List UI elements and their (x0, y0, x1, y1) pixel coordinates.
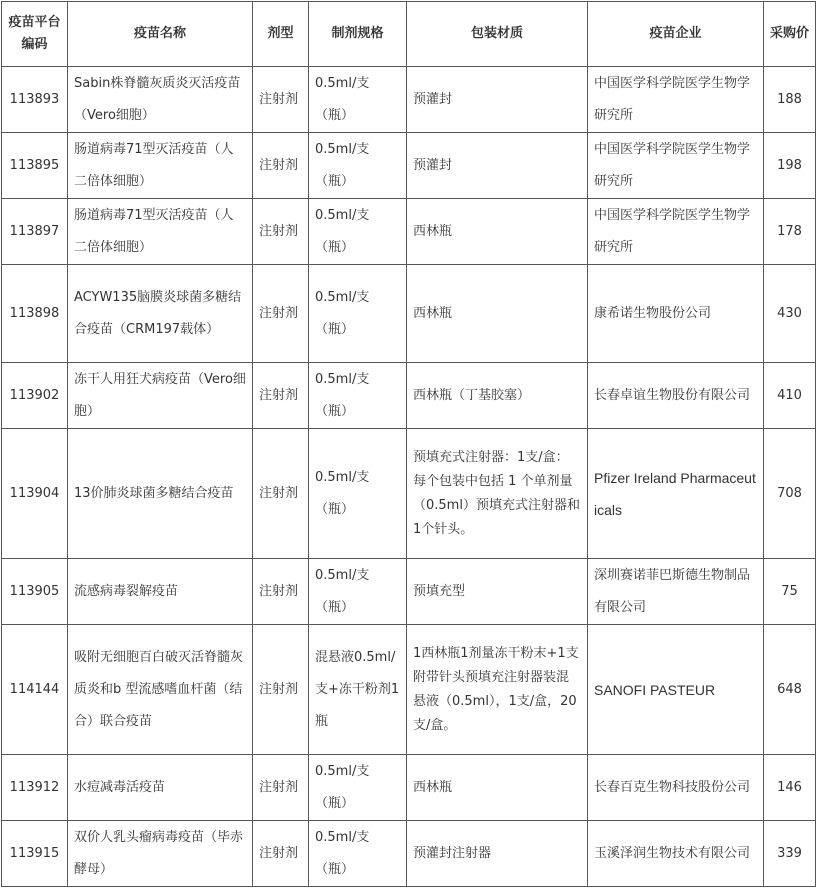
cell-form: 注射剂 (253, 199, 309, 265)
cell-spec: 0.5ml/支（瓶） (309, 821, 407, 887)
cell-pack: 西林瓶（丁基胶塞） (407, 363, 588, 429)
header-price: 采购价 (764, 2, 816, 67)
cell-spec: 0.5ml/支（瓶） (309, 199, 407, 265)
cell-form: 注射剂 (253, 755, 309, 821)
cell-price: 410 (764, 363, 816, 429)
cell-name: ACYW135脑膜炎球菌多糖结合疫苗（CRM197载体） (68, 265, 253, 363)
cell-form: 注射剂 (253, 363, 309, 429)
cell-name: 双价人乳头瘤病毒疫苗（毕赤酵母） (68, 821, 253, 887)
table-row (2, 625, 816, 755)
cell-pack: 西林瓶 (407, 755, 588, 821)
cell-name: 流感病毒裂解疫苗 (68, 559, 253, 625)
cell-company: 长春卓谊生物股份有限公司 (588, 363, 764, 429)
header-pack: 包装材质 (407, 2, 588, 67)
cell-price: 648 (764, 625, 816, 755)
cell-company: 中国医学科学院医学生物学研究所 (588, 199, 764, 265)
cell-price: 708 (764, 429, 816, 559)
cell-name: 肠道病毒71型灭活疫苗（人二倍体细胞） (68, 199, 253, 265)
cell-company: 中国医学科学院医学生物学研究所 (588, 133, 764, 199)
cell-spec: 0.5ml/支（瓶） (309, 559, 407, 625)
cell-company: 玉溪泽润生物技术有限公司 (588, 821, 764, 887)
cell-form: 注射剂 (253, 429, 309, 559)
cell-code: 113915 (2, 821, 68, 887)
cell-price: 339 (764, 821, 816, 887)
cell-company: 深圳赛诺菲巴斯德生物制品有限公司 (588, 559, 764, 625)
cell-pack: 预填充型 (407, 559, 588, 625)
cell-price: 430 (764, 265, 816, 363)
cell-price: 178 (764, 199, 816, 265)
cell-pack: 西林瓶 (407, 199, 588, 265)
table-row (2, 67, 816, 133)
cell-company: 康希诺生物股份公司 (588, 265, 764, 363)
cell-pack: 西林瓶 (407, 265, 588, 363)
cell-code: 114144 (2, 625, 68, 755)
cell-form: 注射剂 (253, 67, 309, 133)
cell-pack: 预灌封注射器 (407, 821, 588, 887)
cell-code: 113912 (2, 755, 68, 821)
cell-company: 长春百克生物科技股份公司 (588, 755, 764, 821)
header-row (2, 2, 816, 67)
cell-pack: 预灌封 (407, 67, 588, 133)
cell-code: 113902 (2, 363, 68, 429)
cell-price: 188 (764, 67, 816, 133)
cell-code: 113898 (2, 265, 68, 363)
cell-name: Sabin株脊髓灰质炎灭活疫苗（Vero细胞） (68, 67, 253, 133)
cell-spec: 0.5ml/支（瓶） (309, 67, 407, 133)
cell-form: 注射剂 (253, 821, 309, 887)
table-row (2, 265, 816, 363)
header-company: 疫苗企业 (588, 2, 764, 67)
cell-pack: 1西林瓶1剂量冻干粉末+1支附带针头预填充注射器装混悬液（0.5ml），1支/盒，20支/盒。 (407, 625, 588, 755)
cell-form: 注射剂 (253, 265, 309, 363)
header-code: 疫苗平台编码 (2, 2, 68, 67)
cell-code: 113895 (2, 133, 68, 199)
cell-code: 113905 (2, 559, 68, 625)
cell-pack: 预填充式注射器：1支/盒：每个包装中包括 1 个单剂量（0.5ml）预填充式注射器和1个针头。 (407, 429, 588, 559)
cell-spec: 0.5ml/支（瓶） (309, 429, 407, 559)
cell-company: 中国医学科学院医学生物学研究所 (588, 67, 764, 133)
cell-pack: 预灌封 (407, 133, 588, 199)
table-row (2, 755, 816, 821)
table-row (2, 559, 816, 625)
table-row (2, 363, 816, 429)
cell-spec: 混悬液0.5ml/支+冻干粉剂1瓶 (309, 625, 407, 755)
cell-form: 注射剂 (253, 133, 309, 199)
cell-spec: 0.5ml/支（瓶） (309, 133, 407, 199)
cell-code: 113893 (2, 67, 68, 133)
table-row (2, 821, 816, 887)
header-spec: 制剂规格 (309, 2, 407, 67)
cell-name: 水痘减毒活疫苗 (68, 755, 253, 821)
cell-form: 注射剂 (253, 559, 309, 625)
cell-name: 13价肺炎球菌多糖结合疫苗 (68, 429, 253, 559)
cell-price: 146 (764, 755, 816, 821)
cell-spec: 0.5ml/支（瓶） (309, 363, 407, 429)
cell-code: 113897 (2, 199, 68, 265)
header-name: 疫苗名称 (68, 2, 253, 67)
table-row (2, 199, 816, 265)
cell-spec: 0.5ml/支（瓶） (309, 265, 407, 363)
cell-name: 冻干人用狂犬病疫苗（Vero细胞） (68, 363, 253, 429)
table-row (2, 133, 816, 199)
header-form: 剂型 (253, 2, 309, 67)
vaccine-price-table (1, 1, 816, 887)
cell-company: SANOFI PASTEUR (588, 625, 764, 755)
cell-form: 注射剂 (253, 625, 309, 755)
cell-price: 198 (764, 133, 816, 199)
cell-price: 75 (764, 559, 816, 625)
cell-name: 吸附无细胞百白破灭活脊髓灰质炎和b 型流感嗜血杆菌（结合）联合疫苗 (68, 625, 253, 755)
cell-code: 113904 (2, 429, 68, 559)
cell-company: Pfizer Ireland Pharmaceuticals (588, 429, 764, 559)
table-row (2, 429, 816, 559)
cell-name: 肠道病毒71型灭活疫苗（人二倍体细胞） (68, 133, 253, 199)
cell-spec: 0.5ml/支（瓶） (309, 755, 407, 821)
